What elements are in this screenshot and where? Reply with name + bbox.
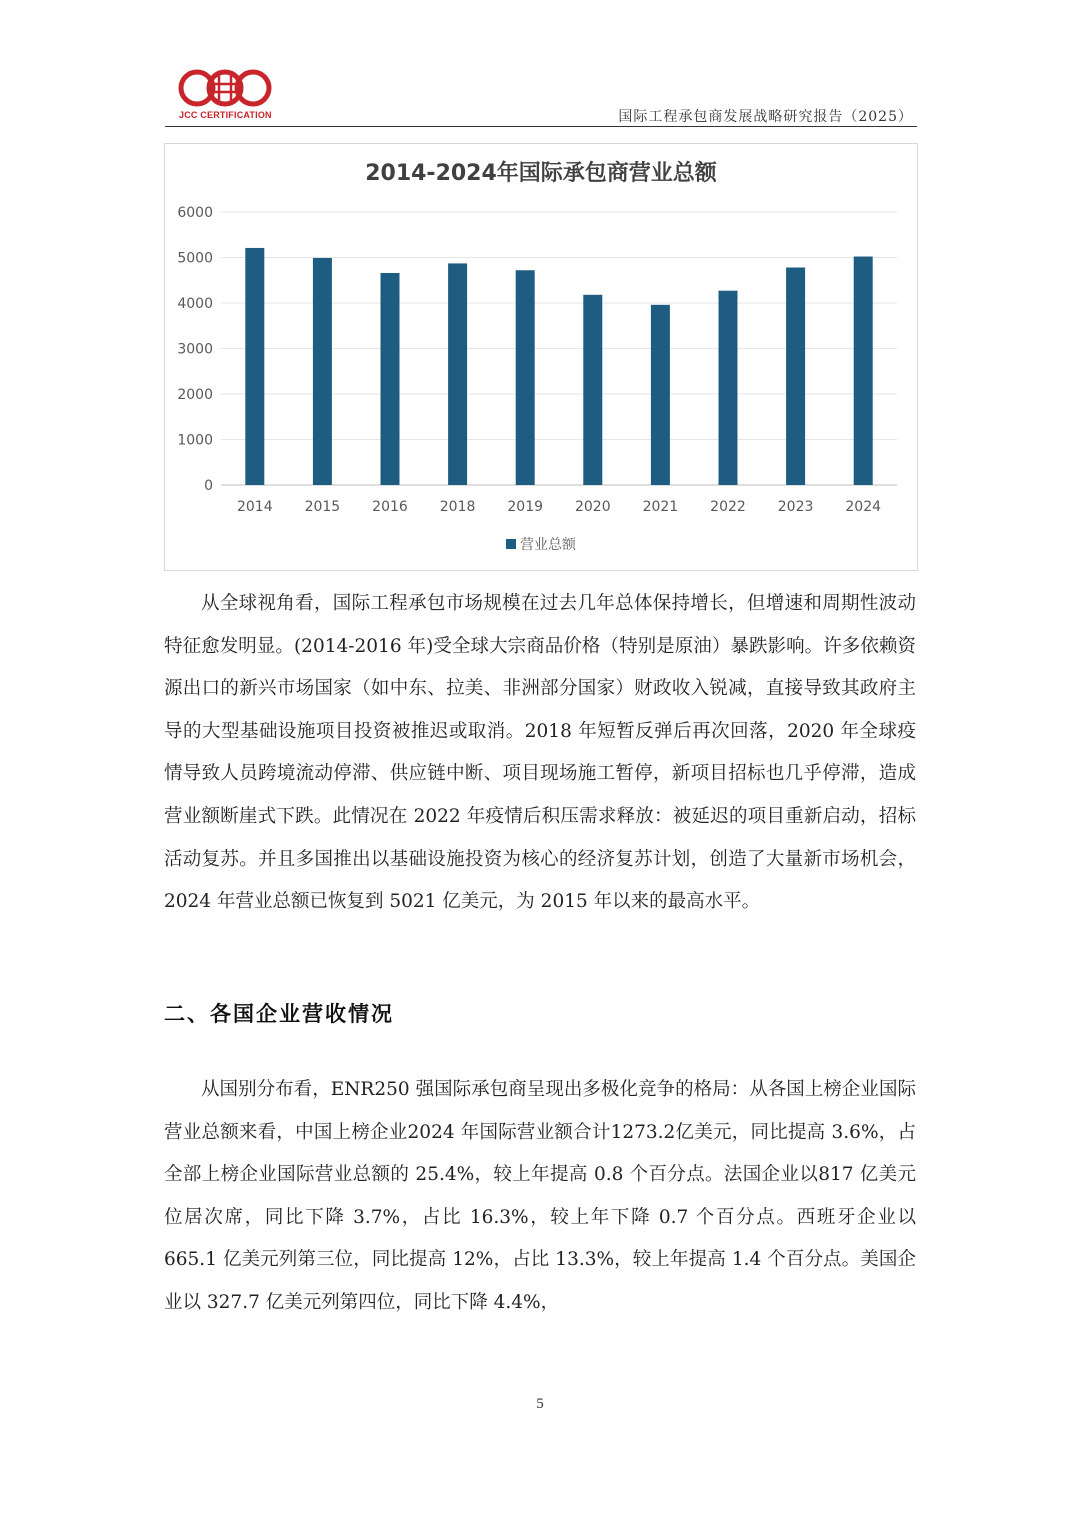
x-tick-label: 2016 [372, 499, 408, 515]
body-paragraph-2: 从国别分布看，ENR250 强国际承包商呈现出多极化竞争的格局：从各国上榜企业国际营业总额来看，中国上榜企业2024 年国际营业额合计1273.2亿美元，同比提高 3.6%，占全部上榜企业国际营业总额的 25.4%，较上年提高 0.8 个百分点。法国企业以817 亿美元位居次席，同比下降 3.7%，占比 16.3%，较上年下降 0.7 个百分点。西班牙企业以 665.1 亿美元列第三位，同比提高 12%，占比 13.3%，较上年提高 1.4 个百分点。美国企业以 327.7 亿美元列第四位，同比下降 4.4%， [164, 1079, 916, 1313]
header-divider [165, 126, 917, 127]
y-tick-label: 3000 [177, 341, 213, 358]
section-heading: 二、各国企业营收情况 [164, 1001, 394, 1026]
y-tick-label: 2000 [177, 387, 213, 403]
y-tick-label: 0 [204, 478, 213, 494]
page-number: 5 [536, 1396, 544, 1412]
bar [245, 248, 264, 485]
logo-caption: JCC CERTIFICATION [179, 110, 272, 120]
x-tick-label: 2020 [574, 499, 611, 515]
bar [583, 295, 602, 485]
bar [381, 273, 400, 485]
page-header [165, 62, 917, 128]
y-tick-label: 4000 [177, 296, 213, 312]
bar [313, 258, 332, 485]
chart-plot [165, 144, 917, 570]
report-title: 国际工程承包商发展战略研究报告（2025） [618, 109, 913, 125]
legend-label: 营业总额 [520, 537, 576, 553]
bar [448, 263, 467, 485]
revenue-chart [164, 143, 918, 571]
y-tick-label: 1000 [177, 432, 213, 449]
x-tick-label: 2021 [642, 499, 679, 515]
y-tick-label: 5000 [177, 250, 213, 267]
y-tick-label: 6000 [177, 205, 213, 221]
x-tick-label: 2019 [507, 499, 544, 515]
x-tick-label: 2023 [777, 499, 814, 515]
bar [651, 305, 670, 485]
body-paragraph-1: 从全球视角看，国际工程承包市场规模在过去几年总体保持增长，但增速和周期性波动特征愈发明显。(2014-2016 年)受全球大宗商品价格（特别是原油）暴跌影响。许多依赖资源出口的新兴市场国家（如中东、拉美、非洲部分国家）财政收入锐减，直接导致其政府主导的大型基础设施项目投资被推迟或取消。2018 年短暂反弹后再次回落，2020 年全球疫情导致人员跨境流动停滞、供应链中断、项目现场施工暂停，新项目招标也几乎停滞，造成营业额断崖式下跌。此情况在 2022 年疫情后积压需求释放：被延迟的项目重新启动，招标活动复苏。并且多国推出以基础设施投资为核心的经济复苏计划，创造了大量新市场机会，2024 年营业总额已恢复到 5021 亿美元，为 2015 年以来的最高水平。 [164, 593, 916, 913]
x-tick-label: 2014 [236, 499, 273, 515]
x-tick-label: 2015 [304, 499, 341, 515]
chart-legend [165, 534, 917, 554]
x-tick-label: 2022 [710, 499, 746, 515]
bar [516, 270, 535, 485]
bar [854, 257, 873, 485]
bar [719, 291, 738, 485]
legend-swatch [506, 539, 516, 549]
x-tick-label: 2018 [439, 499, 476, 515]
bar [786, 268, 805, 485]
chart-title: 2014-2024年国际承包商营业总额 [365, 161, 717, 186]
x-tick-label: 2024 [845, 499, 882, 515]
